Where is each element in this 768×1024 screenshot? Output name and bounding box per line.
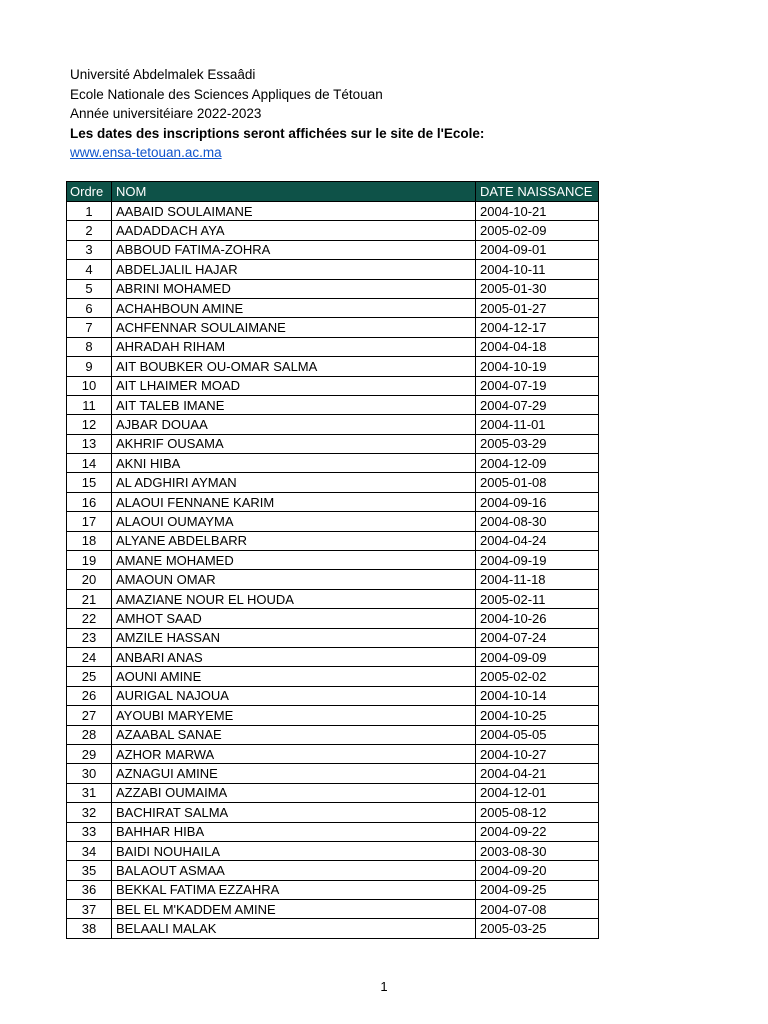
row-date: 2003-08-30 [476,841,599,860]
table-row [67,725,599,744]
row-ordre: 11 [67,395,112,414]
row-date: 2004-10-27 [476,744,599,763]
row-nom: AIT BOUBKER OU-OMAR SALMA [112,357,476,376]
row-nom: ABDELJALIL HAJAR [112,260,476,279]
row-nom: AKHRIF OUSAMA [112,434,476,453]
table-row [67,706,599,725]
row-date: 2005-02-02 [476,667,599,686]
row-date: 2004-12-17 [476,318,599,337]
row-date: 2004-09-16 [476,492,599,511]
table-row [67,260,599,279]
column-header-ordre: Ordre [67,182,112,202]
row-nom: AYOUBI MARYEME [112,706,476,725]
row-date: 2005-01-30 [476,279,599,298]
row-ordre: 22 [67,609,112,628]
table-row [67,841,599,860]
table-row [67,647,599,666]
row-ordre: 12 [67,415,112,434]
row-date: 2005-03-29 [476,434,599,453]
student-list-table [66,181,599,939]
table-row [67,318,599,337]
table-row [67,473,599,492]
row-ordre: 5 [67,279,112,298]
row-nom: AOUNI AMINE [112,667,476,686]
table-row [67,589,599,608]
row-date: 2005-01-08 [476,473,599,492]
row-nom: BACHIRAT SALMA [112,803,476,822]
row-ordre: 33 [67,822,112,841]
row-ordre: 13 [67,434,112,453]
row-nom: AJBAR DOUAA [112,415,476,434]
row-nom: BELAALI MALAK [112,919,476,938]
table-row [67,240,599,259]
row-ordre: 24 [67,647,112,666]
table-row [67,221,599,240]
table-row [67,919,599,938]
table-row [67,570,599,589]
table-row [67,376,599,395]
row-nom: AIT TALEB IMANE [112,395,476,414]
table-row [67,880,599,899]
university-name: Université Abdelmalek Essaâdi [70,67,256,82]
table-row [67,822,599,841]
table-row [67,861,599,880]
table-row [67,415,599,434]
row-date: 2004-10-19 [476,357,599,376]
row-date: 2004-09-25 [476,880,599,899]
school-name: Ecole Nationale des Sciences Appliques de Tétouan [70,86,383,102]
row-nom: AMZILE HASSAN [112,628,476,647]
table-row [67,531,599,550]
row-ordre: 28 [67,725,112,744]
row-date: 2004-09-20 [476,861,599,880]
row-nom: ALYANE ABDELBARR [112,531,476,550]
row-date: 2004-04-21 [476,764,599,783]
row-ordre: 36 [67,880,112,899]
row-ordre: 14 [67,454,112,473]
row-ordre: 34 [67,841,112,860]
row-nom: AABAID SOULAIMANE [112,202,476,221]
row-nom: AMHOT SAAD [112,609,476,628]
row-nom: AZAABAL SANAE [112,725,476,744]
row-date: 2004-12-01 [476,783,599,802]
column-header-nom: NOM [112,182,476,202]
row-ordre: 35 [67,861,112,880]
row-ordre: 18 [67,531,112,550]
row-nom: AIT LHAIMER MOAD [112,376,476,395]
row-date: 2005-01-27 [476,298,599,317]
row-ordre: 8 [67,337,112,356]
row-nom: BEL EL M'KADDEM AMINE [112,900,476,919]
row-date: 2005-02-11 [476,589,599,608]
row-date: 2004-10-14 [476,686,599,705]
table-row [67,764,599,783]
table-header-row [67,182,599,202]
row-ordre: 19 [67,551,112,570]
table-row [67,551,599,570]
row-nom: AURIGAL NAJOUA [112,686,476,705]
page-number: 1 [380,979,388,994]
table-row [67,279,599,298]
row-ordre: 2 [67,221,112,240]
table-row [67,395,599,414]
row-date: 2004-07-19 [476,376,599,395]
row-ordre: 1 [67,202,112,221]
row-nom: AKNI HIBA [112,454,476,473]
row-ordre: 26 [67,686,112,705]
row-nom: BAIDI NOUHAILA [112,841,476,860]
row-ordre: 15 [67,473,112,492]
row-date: 2004-08-30 [476,512,599,531]
row-ordre: 23 [67,628,112,647]
row-ordre: 4 [67,260,112,279]
row-ordre: 32 [67,803,112,822]
table-row [67,298,599,317]
row-nom: ANBARI ANAS [112,647,476,666]
row-date: 2004-09-19 [476,551,599,570]
row-nom: ABBOUD FATIMA-ZOHRA [112,240,476,259]
row-nom: AHRADAH RIHAM [112,337,476,356]
table-row [67,492,599,511]
document-header [70,65,484,163]
row-ordre: 16 [67,492,112,511]
row-ordre: 27 [67,706,112,725]
row-date: 2004-11-01 [476,415,599,434]
row-date: 2004-04-18 [476,337,599,356]
row-ordre: 6 [67,298,112,317]
table-row [67,900,599,919]
row-nom: AZZABI OUMAIMA [112,783,476,802]
row-nom: AMAOUN OMAR [112,570,476,589]
row-date: 2004-05-05 [476,725,599,744]
table-row [67,686,599,705]
table-row [67,609,599,628]
row-date: 2004-07-08 [476,900,599,919]
row-nom: AZHOR MARWA [112,744,476,763]
row-nom: ACHAHBOUN AMINE [112,298,476,317]
row-nom: BAHHAR HIBA [112,822,476,841]
table-row [67,202,599,221]
school-website-link[interactable]: www.ensa-tetouan.ac.ma [70,145,222,160]
row-date: 2004-12-09 [476,454,599,473]
row-ordre: 20 [67,570,112,589]
row-nom: ABRINI MOHAMED [112,279,476,298]
table-row [67,434,599,453]
table-row [67,783,599,802]
row-date: 2004-10-21 [476,202,599,221]
row-ordre: 31 [67,783,112,802]
row-date: 2004-07-29 [476,395,599,414]
row-date: 2004-07-24 [476,628,599,647]
row-ordre: 38 [67,919,112,938]
table-row [67,803,599,822]
row-ordre: 9 [67,357,112,376]
row-nom: AZNAGUI AMINE [112,764,476,783]
row-date: 2004-10-26 [476,609,599,628]
row-ordre: 30 [67,764,112,783]
row-date: 2004-09-09 [476,647,599,666]
row-nom: AL ADGHIRI AYMAN [112,473,476,492]
row-nom: AADADDACH AYA [112,221,476,240]
row-ordre: 10 [67,376,112,395]
row-date: 2004-09-22 [476,822,599,841]
registration-notice: Les dates des inscriptions seront affichées sur le site de l'Ecole: [70,125,485,141]
row-ordre: 25 [67,667,112,686]
table-row [67,454,599,473]
row-ordre: 17 [67,512,112,531]
row-date: 2005-08-12 [476,803,599,822]
row-nom: AMAZIANE NOUR EL HOUDA [112,589,476,608]
row-ordre: 29 [67,744,112,763]
row-nom: BALAOUT ASMAA [112,861,476,880]
row-ordre: 21 [67,589,112,608]
row-nom: ACHFENNAR SOULAIMANE [112,318,476,337]
row-ordre: 7 [67,318,112,337]
row-date: 2004-09-01 [476,240,599,259]
table-row [67,512,599,531]
row-date: 2004-10-11 [476,260,599,279]
column-header-date: DATE NAISSANCE [476,182,599,202]
table-row [67,628,599,647]
row-date: 2005-03-25 [476,919,599,938]
table-row [67,667,599,686]
row-ordre: 3 [67,240,112,259]
academic-year: Année universitéiare 2022-2023 [70,106,262,121]
row-date: 2004-04-24 [476,531,599,550]
row-date: 2004-10-25 [476,706,599,725]
row-date: 2004-11-18 [476,570,599,589]
row-nom: AMANE MOHAMED [112,551,476,570]
table-row [67,744,599,763]
row-date: 2005-02-09 [476,221,599,240]
table-row [67,337,599,356]
row-nom: ALAOUI OUMAYMA [112,512,476,531]
row-nom: ALAOUI FENNANE KARIM [112,492,476,511]
row-nom: BEKKAL FATIMA EZZAHRA [112,880,476,899]
row-ordre: 37 [67,900,112,919]
table-row [67,357,599,376]
